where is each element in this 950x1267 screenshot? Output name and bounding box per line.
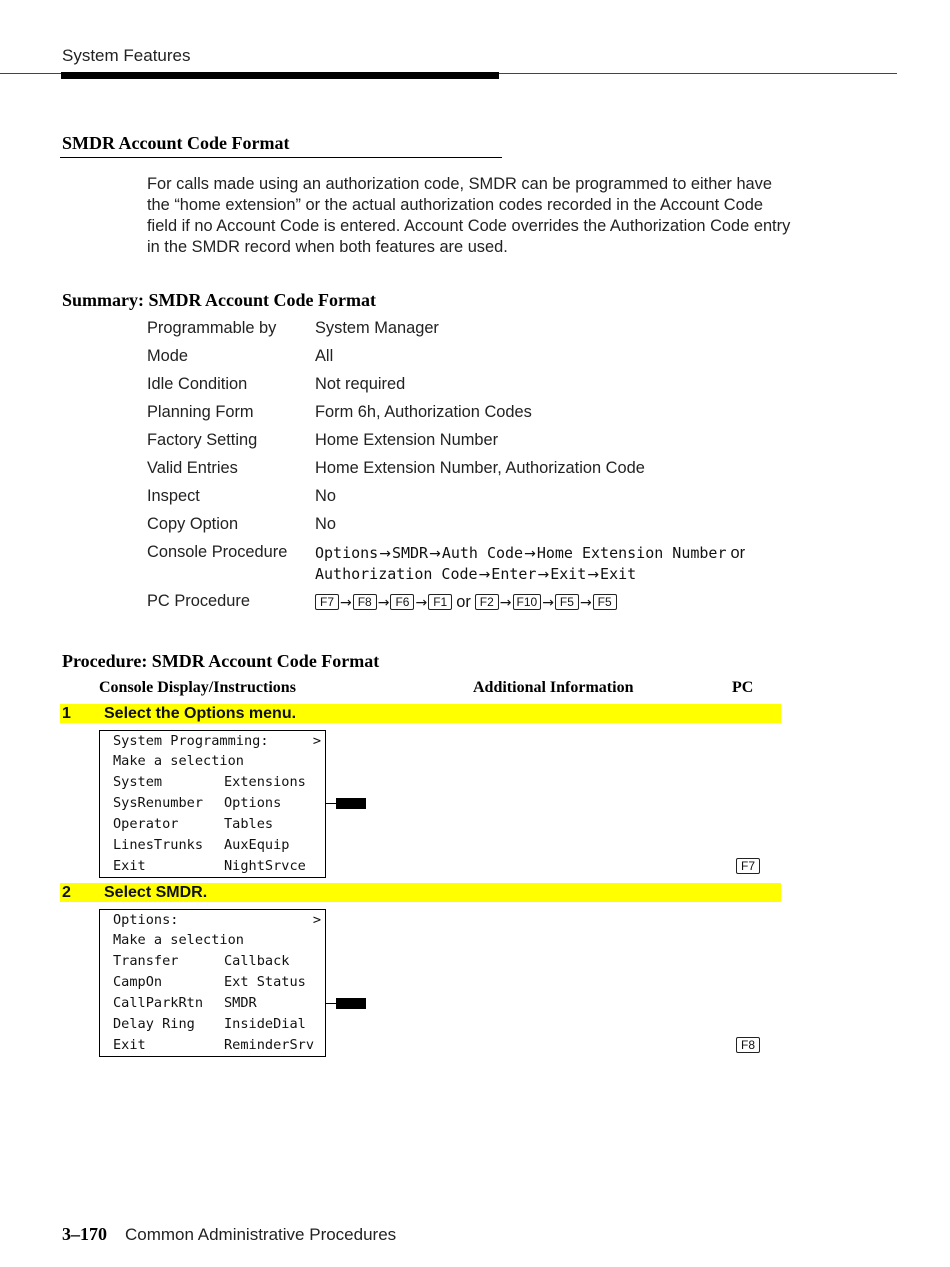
summary-value: Home Extension Number (315, 431, 499, 449)
display-option: SysRenumber (113, 795, 204, 811)
display-option: Exit (113, 1037, 146, 1053)
arrow-icon: → (379, 546, 391, 562)
pc-key-cell (736, 1037, 760, 1055)
display-option: InsideDial (224, 1016, 306, 1032)
pc-procedure-keys (315, 593, 617, 612)
console-procedure-line-1 (315, 544, 749, 563)
console-display (99, 909, 326, 1057)
display-title: Options: (113, 912, 179, 928)
display-option: Exit (113, 858, 146, 874)
arrow-icon: → (587, 567, 600, 583)
or-text: or (730, 544, 746, 562)
console-step: Exit (550, 565, 587, 583)
display-option: CallParkRtn (113, 995, 204, 1011)
display-arrow: > (312, 912, 321, 928)
display-option: Transfer (113, 953, 179, 969)
procedure-title: Procedure: SMDR Account Code Format (62, 651, 380, 671)
function-key: F8 (736, 1037, 760, 1053)
step-bar (60, 704, 781, 723)
summary-value: Form 6h, Authorization Codes (315, 403, 532, 421)
summary-value: All (315, 347, 334, 365)
function-key: F7 (315, 594, 339, 610)
summary-label: Idle Condition (147, 375, 248, 393)
arrow-icon: → (429, 546, 441, 562)
summary-label: Programmable by (147, 319, 277, 337)
summary-label: Factory Setting (147, 431, 258, 449)
display-subtitle: Make a selection (113, 753, 244, 769)
arrow-icon: → (340, 595, 352, 611)
console-step: Options (315, 544, 379, 562)
summary-value: Home Extension Number, Authorization Code (315, 459, 645, 477)
display-option-selected: Options (224, 795, 282, 811)
summary-title: Summary: SMDR Account Code Format (62, 290, 376, 310)
summary-label: Valid Entries (147, 459, 238, 477)
display-option: Extensions (224, 774, 306, 790)
intro-paragraph: For calls made using an authorization code, SMDR can be programmed to either have the “home extension” or the actual authorization codes recorded in the Account Code field if no Account Code is entered. Account Code overrides the Authorization Code entry in the SMDR record when both features are used. (147, 175, 791, 256)
console-step: Auth Code (441, 544, 524, 562)
section-rule (60, 157, 502, 158)
display-option: System (113, 774, 163, 790)
running-header: System Features (62, 46, 191, 65)
selection-pointer (336, 798, 366, 809)
function-key: F7 (736, 858, 760, 874)
display-option: LinesTrunks (113, 837, 204, 853)
console-step: Home Extension Number (536, 544, 727, 562)
console-procedure-line-2 (315, 565, 636, 583)
running-footer: Common Administrative Procedures (125, 1225, 397, 1244)
display-option: Ext Status (224, 974, 306, 990)
section-title: SMDR Account Code Format (62, 133, 290, 153)
display-option: AuxEquip (224, 837, 290, 853)
step-number: 1 (62, 705, 71, 722)
arrow-icon: → (542, 595, 554, 611)
display-option: CampOn (113, 974, 163, 990)
pc-procedure-label: PC Procedure (147, 592, 250, 610)
function-key: F5 (555, 594, 579, 610)
summary-value: System Manager (315, 319, 439, 337)
display-arrow: > (312, 733, 321, 749)
console-step: Authorization Code (315, 565, 478, 583)
step-instruction: Select SMDR. (104, 884, 208, 901)
step-instruction: Select the Options menu. (104, 705, 297, 722)
summary-value: Not required (315, 375, 406, 393)
function-key: F2 (475, 594, 499, 610)
summary-value: No (315, 487, 336, 505)
function-key: F10 (513, 594, 542, 610)
display-option: Tables (224, 816, 274, 832)
column-header-info: Additional Information (473, 679, 634, 696)
console-display (99, 730, 326, 878)
arrow-icon: → (524, 546, 536, 562)
arrow-icon: → (579, 595, 592, 611)
function-key: F8 (353, 594, 377, 610)
arrow-icon: → (499, 595, 512, 611)
display-subtitle: Make a selection (113, 932, 244, 948)
function-key: F1 (428, 594, 452, 610)
step-bar (60, 883, 781, 902)
summary-label: Mode (147, 347, 189, 365)
column-header-console: Console Display/Instructions (99, 679, 296, 696)
console-step: Enter (491, 565, 537, 583)
summary-label: Inspect (147, 487, 200, 505)
console-step: SMDR (391, 544, 429, 562)
display-option: Callback (224, 953, 290, 969)
function-key: F6 (390, 594, 414, 610)
column-header-pc: PC (732, 679, 754, 696)
summary-label: Copy Option (147, 515, 239, 533)
or-text: or (456, 593, 471, 611)
display-option: Delay Ring (113, 1016, 195, 1032)
arrow-icon: → (478, 567, 491, 583)
display-option: ReminderSrv (224, 1037, 315, 1053)
console-step: Exit (600, 565, 637, 583)
summary-label: Planning Form (147, 403, 254, 421)
function-key: F5 (593, 594, 617, 610)
step-number: 2 (62, 884, 71, 901)
console-procedure-label: Console Procedure (147, 543, 288, 561)
display-option-selected: SMDR (224, 995, 257, 1011)
header-bar (61, 72, 499, 79)
summary-value: No (315, 515, 336, 533)
pc-key-cell (736, 858, 760, 876)
display-option: NightSrvce (224, 858, 306, 874)
arrow-icon: → (377, 595, 390, 611)
display-option: Operator (113, 816, 179, 832)
arrow-icon: → (415, 595, 428, 611)
page-number: 3–170 (62, 1224, 107, 1244)
display-title: System Programming: (113, 733, 269, 749)
selection-pointer (336, 998, 366, 1009)
arrow-icon: → (537, 567, 550, 583)
